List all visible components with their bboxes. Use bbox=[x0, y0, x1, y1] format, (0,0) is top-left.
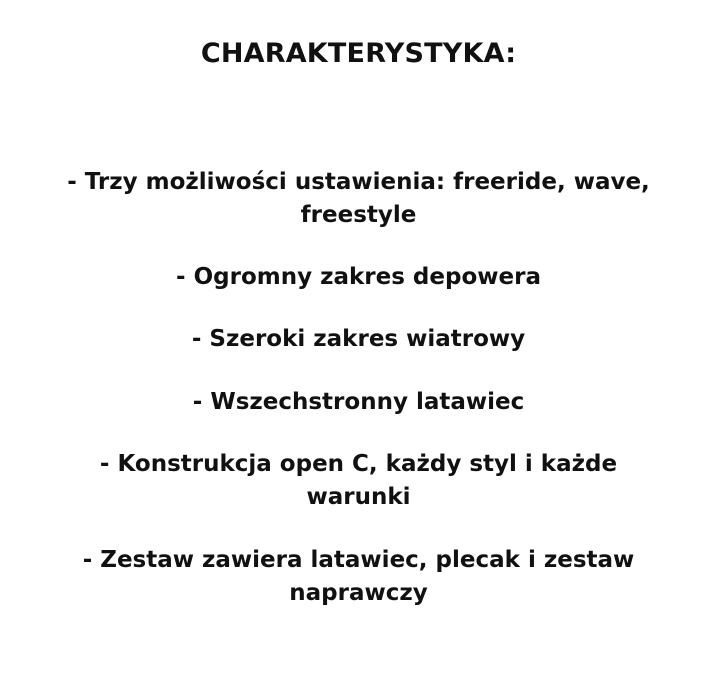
feature-line: freestyle bbox=[300, 202, 417, 228]
feature-item-depower bbox=[40, 261, 677, 294]
feature-item-package bbox=[40, 544, 677, 610]
feature-line: - Zestaw zawiera latawiec, plecak i zestaw bbox=[82, 547, 635, 573]
feature-item-wind-range bbox=[40, 323, 677, 356]
page-title: CHARAKTERYSTYKA: bbox=[200, 38, 517, 69]
feature-line: - Szeroki zakres wiatrowy bbox=[191, 326, 526, 352]
feature-line: - Konstrukcja open C, każdy styl i każde bbox=[99, 451, 618, 477]
feature-item-settings bbox=[40, 166, 677, 232]
feature-line: naprawczy bbox=[289, 580, 428, 606]
feature-line: - Ogromny zakres depowera bbox=[176, 264, 541, 290]
feature-item-construction bbox=[40, 448, 677, 514]
feature-item-versatile bbox=[40, 386, 677, 419]
feature-line: warunki bbox=[306, 484, 411, 510]
feature-line: - Wszechstronny latawiec bbox=[192, 389, 525, 415]
feature-line: - Trzy możliwości ustawienia: freeride, wave, bbox=[67, 169, 650, 195]
